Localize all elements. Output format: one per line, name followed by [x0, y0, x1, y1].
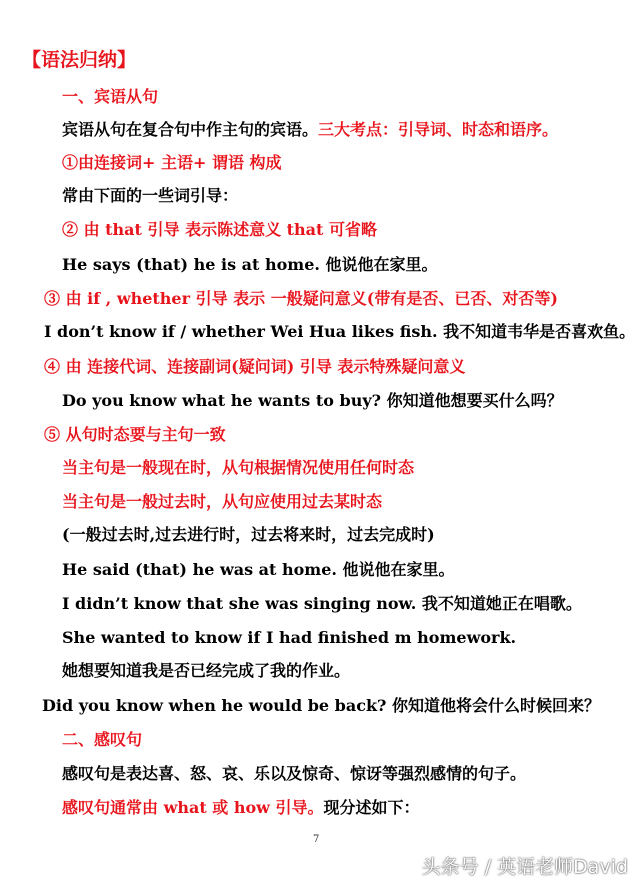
example-3: Do you know what he wants to buy? 你知道他想要买什么吗？: [62, 391, 563, 410]
tense-rule-past: 当主句是一般过去时，从句应使用过去某时态: [62, 492, 383, 511]
rule-4-wh-words: ④ 由 连接代词、连接副词(疑问词) 引导 表示特殊疑问意义: [44, 357, 466, 376]
exclamatory-intro: [62, 797, 420, 819]
rule-3-if-whether: ③ 由 if , whether 引导 表示 一般疑问意义(带有是否、已否、对否等): [44, 289, 558, 308]
definition-text: 宾语从句在复合句中作主句的宾语。: [62, 120, 319, 139]
what-how-text: 感叹句通常由 what 或 how 引导。: [62, 798, 324, 817]
rule-2-that: ② 由 that 引导 表示陈述意义 that 可省略: [62, 220, 377, 239]
page-number: 7: [313, 834, 320, 845]
example-4: He said (that) he was at home. 他说他在家里。: [62, 560, 455, 579]
as-follows-text: 现分述如下：: [323, 798, 420, 817]
heading-exclamatory: 二、感叹句: [62, 730, 143, 749]
example-7: Did you know when he would be back? 你知道他将会什么时候回来？: [42, 696, 600, 715]
exclamatory-definition: 感叹句是表达喜、怒、哀、乐以及惊奇、惊讶等强烈感情的句子。: [62, 764, 527, 783]
watermark: 头条号 / 英语老师David: [421, 856, 628, 878]
key-points-text: 三大考点：引导词、时态和语序。: [318, 120, 559, 139]
example-5: I didn’t know that she was singing now. 我不知道她正在唱歌。: [62, 594, 582, 613]
intro-conjunctions: 常由下面的一些词引导：: [62, 186, 239, 205]
paragraph-object-clause-definition: [62, 119, 558, 141]
example-1: He says (that) he is at home. 他说他在家里。: [62, 255, 438, 274]
rule-5-tense-agreement: ⑤ 从句时态要与主句一致: [44, 425, 226, 444]
example-6-english: She wanted to know if I had finished m homework.: [62, 628, 517, 647]
example-6-chinese: 她想要知道我是否已经完成了我的作业。: [62, 661, 351, 680]
past-tenses-list: (一般过去时,过去进行时，过去将来时，过去完成时): [62, 525, 435, 544]
example-2: I don’t know if / whether Wei Hua likes fish. 我不知道韦华是否喜欢鱼。: [44, 322, 636, 341]
tense-rule-present: 当主句是一般现在时，从句根据情况使用任何时态: [62, 458, 415, 477]
rule-1-structure: ①由连接词+ 主语+ 谓语 构成: [62, 153, 282, 172]
heading-object-clause: 一、宾语从句: [62, 87, 159, 106]
section-header-grammar-summary: 【语法归纳】: [22, 49, 137, 71]
